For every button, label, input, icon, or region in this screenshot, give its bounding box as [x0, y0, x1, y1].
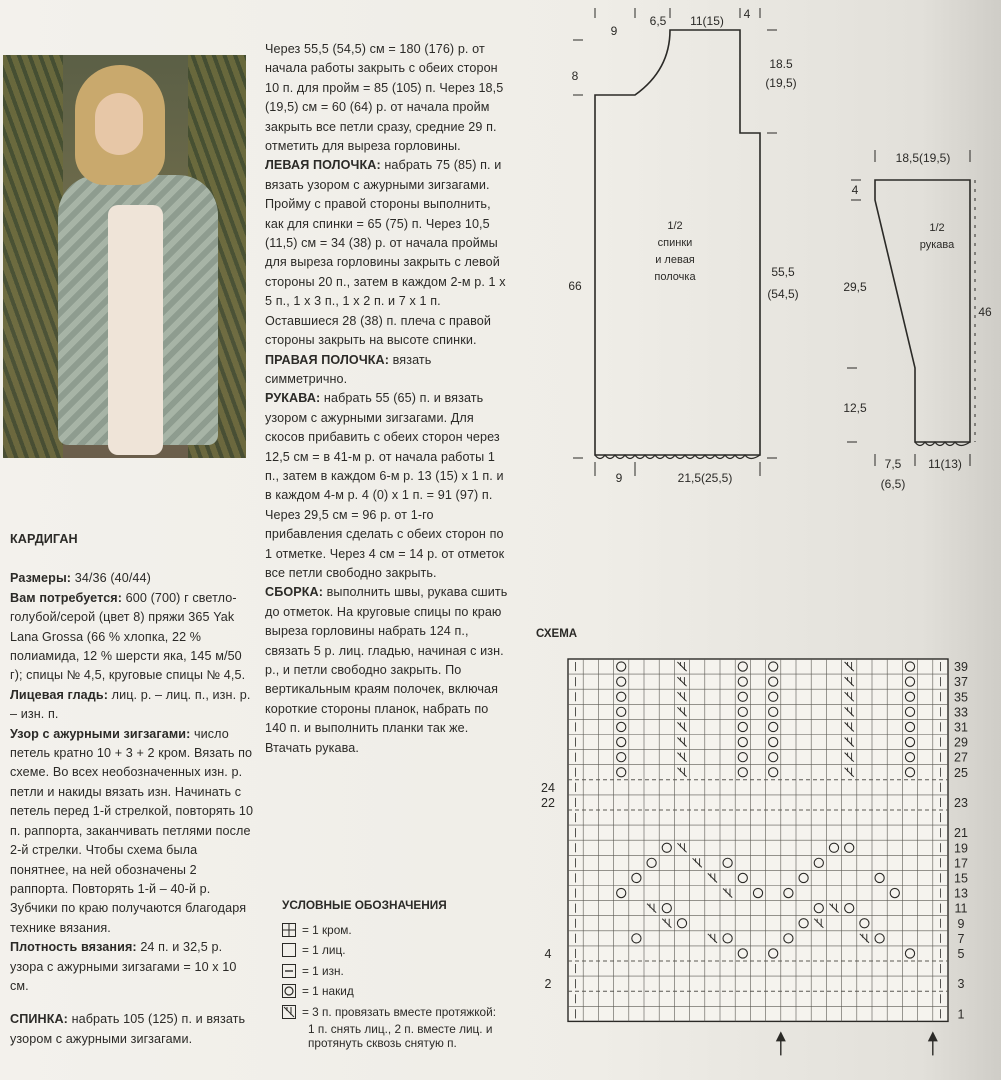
materials-heading: Вам потребуется: [10, 590, 123, 605]
sleeve-schematic [835, 140, 1001, 500]
piece-label-3: и левая [655, 254, 695, 266]
dim-side-b: (54,5) [767, 287, 799, 301]
dim-top-11-15: 11(15) [690, 14, 724, 28]
gauge-heading: Плотность вязания: [10, 940, 137, 955]
stockinette-text: лиц. р. – лиц. п., изн. р. – изн. п. [10, 687, 251, 722]
row-number-right: 9 [957, 916, 965, 931]
sleeve-heading: РУКАВА: [265, 391, 321, 406]
chart-title: СХЕМА [536, 628, 578, 640]
zigzag-line [10, 725, 255, 938]
row-number-right: 15 [954, 871, 968, 886]
dim-top-6-5: 6,5 [649, 14, 667, 28]
legend-title: УСЛОВНЫЕ ОБОЗНАЧЕНИЯ [282, 898, 447, 912]
assembly-text: выполнить швы, рукава сшить до отметок. На круговые спицы по краю выреза горловины набрать 124 п., связать 5 р. лиц. гладью, начиная с изн. р., и петли свободно закрыть. По вертикальным краям полочек, включая короткие стороны планок, набрать по 140 п. и выполнить планки так же. Втачать рукава. [265, 585, 508, 755]
knitting-chart [530, 645, 1001, 1080]
sleeve-dim-bottom-left: 7,5 [884, 457, 902, 471]
row-number-right: 5 [957, 946, 965, 961]
legend-row-purl [282, 961, 522, 982]
sleeve-text: набрать 55 (65) п. и вязать узором с ажурными зигзагами. Для скосов прибавить с обеих сторон через 12,5 см = в 41-м р. от начала работы 1 п., затем в каждом 6-м р. 13 (15) х 1 п. и в каждом 4-м р. 4 (0) х 1 п. = 91 (97) п. Через 29,5 см = 96 р. от 1-го прибавления сделать с обеих сторон по 1 отметке. Через 4 см = 14 р. от отметок все петли свободно закрыть. [265, 391, 505, 580]
row-number-right: 11 [954, 901, 968, 916]
assembly-section [265, 583, 510, 758]
back-text: набрать 105 (125) п. и вязать узором с ажурными зигзагами. [10, 1012, 246, 1046]
sleeve-section [265, 389, 510, 583]
row-number-left: 2 [544, 977, 552, 992]
model-photo [3, 55, 246, 458]
symbol-legend [282, 895, 522, 1050]
left-front-text: набрать 75 (85) п. и вязать узором с ажурными зигзагами. Пройму с правой стороны выполнить, как для спинки = 65 (75) п. Через 10,5 (11,5) см = 34 (38) р. от начала проймы для выреза горловины закрыть с левой стороны 20 п., затем в каждом 2-м р. 1 х 5 п., 1 х 3 п., 1 х 2 п. и 7 х 1 п. Оставшиеся 28 (38) п. плеча с правой стороны закрыть на высоте спинки. [265, 158, 506, 348]
sizes-heading: Размеры: [10, 571, 72, 586]
row-number-right: 19 [954, 841, 968, 856]
row-number-right: 35 [954, 690, 968, 705]
right-front-text: вязать симметрично. [265, 352, 432, 386]
legend-row-knit [282, 940, 522, 961]
repeat-arrow-icon [928, 1031, 938, 1055]
sleeve-dim-bottom-left-alt: (6,5) [880, 477, 906, 491]
back-heading: СПИНКА: [10, 1012, 68, 1027]
dim-left-66: 66 [568, 279, 582, 293]
dim-top-9: 9 [610, 24, 618, 38]
row-number-right: 29 [954, 735, 968, 750]
sleeve-dim-cap: 4 [851, 183, 859, 197]
dim-armhole-a: 18.5 [769, 57, 793, 71]
dim-bottom-21-5: 21,5(25,5) [677, 471, 733, 485]
dim-armhole-b: (19,5) [765, 76, 797, 90]
sleeve-dim-upper: 29,5 [843, 280, 867, 294]
piece-label-1: 1/2 [667, 220, 683, 232]
pattern-title: КАРДИГАН [10, 532, 78, 546]
legend-dec-label: = 3 п. провязать вместе протяжкой: [302, 1004, 496, 1019]
right-front-heading: ПРАВАЯ ПОЛОЧКА: [265, 352, 390, 367]
sleeve-dim-lower: 12,5 [843, 401, 867, 415]
zigzag-text: число петель кратно 10 + 3 + 2 кром. Вязать по схеме. Во всех необозначенных изн. р. петли и накиды вязать изн. Начинать с петель перед 1-й стрелкой, повторять 10 п. раппорта, заканчивать петлями после 2-й стрелки. Чтобы схема была понятнее, на ней обозначены 2 раппорта. Повторять 1-й – 40-й р. Зубчики по краю получаются благодаря технике вязания. [10, 726, 254, 935]
knit-stitch-icon [282, 943, 296, 957]
legend-knit-label: = 1 лиц. [302, 943, 346, 957]
row-number-right: 1 [957, 1007, 965, 1022]
row-number-right: 21 [954, 826, 968, 841]
palm-leaves-left [3, 55, 63, 458]
sizes-value: 34/36 (40/44) [74, 571, 151, 586]
legend-row-edge [282, 920, 522, 941]
dress-image [108, 205, 163, 455]
row-number-right: 23 [954, 795, 968, 810]
row-number-right: 13 [954, 886, 968, 901]
sleeve-dim-bottom-right: 11(13) [928, 457, 962, 471]
left-front-heading: ЛЕВАЯ ПОЛОЧКА: [265, 158, 381, 173]
legend-yarnover-label: = 1 накид [302, 984, 354, 998]
materials-text: 600 (700) г светло-голубой/серой (цвет 8) пряжи 365 Yak Lana Grossa (66 % хлопка, 22 % полиамида, 12 % шерсти яка, 145 м/50 г); спицы № 4,5, круговые спицы № 4,5. [10, 590, 246, 683]
stockinette-heading: Лицевая гладь: [10, 687, 109, 702]
back-front-schematic [555, 0, 815, 490]
row-number-left: 22 [541, 795, 555, 810]
instructions-column-1 [10, 530, 255, 1049]
dim-left-8: 8 [571, 69, 579, 83]
zigzag-heading: Узор с ажурными зигзагами: [10, 726, 191, 741]
instructions-column-2 [265, 40, 510, 758]
right-front-section [265, 351, 510, 390]
gauge-text: 24 п. и 32,5 р. узора с ажурными зигзагами = 10 х 10 см. [10, 940, 237, 993]
materials-line [10, 589, 255, 686]
assembly-heading: СБОРКА: [265, 585, 324, 600]
legend-dec-detail: 1 п. снять лиц., 2 п. вместе лиц. и протянуть сквозь снятую п. [308, 1022, 493, 1050]
repeat-arrow-icon [776, 1031, 786, 1055]
row-number-right: 39 [954, 660, 968, 675]
legend-row-dec [282, 1002, 522, 1023]
face-image [95, 93, 143, 155]
sleeve-label-1: 1/2 [929, 222, 945, 234]
row-number-right: 17 [954, 856, 968, 871]
purl-stitch-icon [282, 964, 296, 978]
row-number-right: 33 [954, 705, 968, 720]
row-number-right: 3 [957, 977, 965, 992]
legend-edge-label: = 1 кром. [302, 922, 352, 937]
sleeve-dim-top: 18,5(19,5) [895, 151, 951, 165]
row-number-right: 25 [954, 765, 968, 780]
left-front-section [265, 156, 510, 350]
back-line [10, 1010, 255, 1049]
gauge-line [10, 938, 255, 996]
sizes-line [10, 569, 255, 588]
row-number-left: 4 [544, 946, 552, 961]
sleeve-outline [875, 180, 970, 442]
edge-stitch-icon [282, 923, 296, 937]
dim-side-a: 55,5 [771, 265, 795, 279]
sleeve-dim-length: 46 [978, 305, 992, 319]
dim-top-4: 4 [743, 7, 751, 21]
legend-purl-label: = 1 изн. [302, 963, 344, 978]
row-number-right: 7 [957, 931, 965, 946]
double-decrease-icon [282, 1005, 296, 1019]
row-number-right: 31 [954, 720, 968, 735]
row-number-right: 27 [954, 750, 968, 765]
dim-bottom-9: 9 [615, 471, 623, 485]
repeat-arrows [776, 1031, 938, 1055]
legend-row-yarnover [282, 981, 522, 1002]
back-continuation: Через 55,5 (54,5) см = 180 (176) р. от начала работы закрыть с обеих сторон 10 п. для пройм = 85 (105) п. Через 18,5 (19,5) см = 60 (64) р. от начала пройм закрыть все петли сразу, средние 29 п. отметить для выреза горловины. [265, 42, 504, 154]
piece-label-2: спинки [657, 237, 693, 249]
row-number-right: 37 [954, 675, 968, 690]
row-number-left: 24 [541, 780, 555, 795]
stockinette-line [10, 686, 255, 725]
sleeve-label-2: рукава [919, 239, 955, 251]
piece-label-4: полочка [654, 271, 696, 283]
yarn-over-icon [282, 984, 296, 998]
